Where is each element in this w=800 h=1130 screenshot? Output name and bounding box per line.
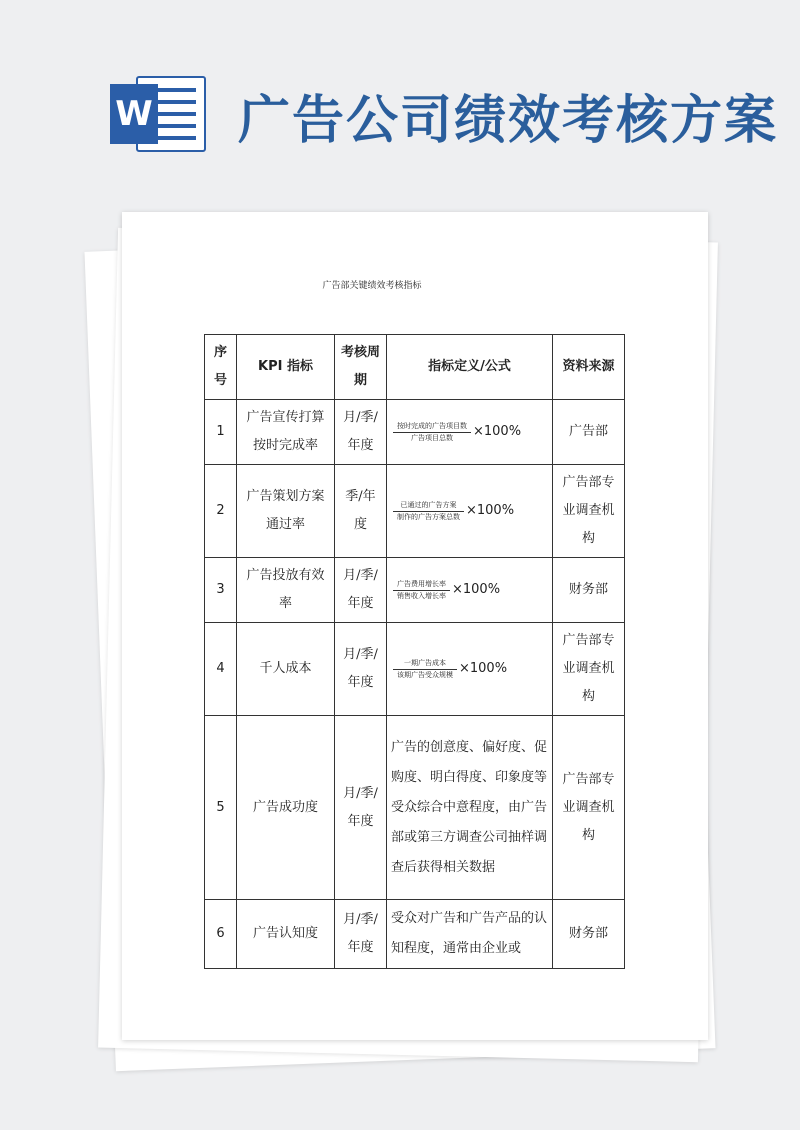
table-row [205,716,625,900]
row-cycle: 月/季/年度 [335,900,387,969]
row-seq: 2 [205,465,237,558]
row-source: 广告部专业调查机构 [553,623,625,716]
row-seq: 6 [205,900,237,969]
formula-denominator: 广告项目总数 [411,433,453,442]
formula-denominator: 该期广告受众规模 [397,670,453,679]
row-source: 财务部 [553,558,625,623]
header-definition: 指标定义/公式 [387,335,553,400]
table-row [205,623,625,716]
header-kpi: KPI 指标 [237,335,335,400]
row-formula [387,400,553,465]
row-cycle: 月/季/年度 [335,400,387,465]
banner-title: 广告公司绩效考核方案 [238,91,779,151]
table-row [205,900,625,969]
row-source: 广告部 [553,400,625,465]
header-cycle: 考核周期 [335,335,387,400]
row-source: 广告部专业调查机构 [553,716,625,900]
formula-percent: ×100% [466,503,515,518]
row-formula [387,558,553,623]
row-source: 广告部专业调查机构 [553,465,625,558]
formula-percent: ×100% [473,424,522,439]
row-cycle: 月/季/年度 [335,623,387,716]
document-title: 广告部关键绩效考核指标 [322,281,422,291]
row-cycle: 月/季/年度 [335,716,387,900]
row-source: 财务部 [553,900,625,969]
row-kpi: 广告宣传打算按时完成率 [237,400,335,465]
table-row [205,465,625,558]
formula-percent: ×100% [459,661,508,676]
header-source: 资料来源 [553,335,625,400]
row-definition: 受众对广告和广告产品的认知程度，通常由企业或 [387,900,553,969]
formula-numerator: 已通过的广告方案 [393,500,464,512]
document-page [122,212,708,1040]
row-definition: 广告的创意度、偏好度、促购度、明白得度、印象度等受众综合中意程度，由广告部或第三方调查公司抽样调查后获得相关数据 [387,716,553,900]
row-cycle: 季/年度 [335,465,387,558]
row-seq: 3 [205,558,237,623]
formula-percent: ×100% [452,582,501,597]
banner [0,0,800,200]
formula-numerator: 按时完成的广告项目数 [393,421,471,433]
row-formula [387,623,553,716]
table-header-row [205,335,625,400]
formula-numerator: 一期广告成本 [393,658,457,670]
table-row [205,400,625,465]
header-seq: 序号 [205,335,237,400]
formula-denominator: 制作的广告方案总数 [397,512,460,521]
row-seq: 5 [205,716,237,900]
row-kpi: 广告策划方案通过率 [237,465,335,558]
row-kpi: 千人成本 [237,623,335,716]
formula-numerator: 广告费用增长率 [393,579,450,591]
row-cycle: 月/季/年度 [335,558,387,623]
row-kpi: 广告成功度 [237,716,335,900]
formula-denominator: 销售收入增长率 [397,591,446,600]
table-row [205,558,625,623]
kpi-table [204,334,625,969]
row-seq: 1 [205,400,237,465]
row-kpi: 广告投放有效率 [237,558,335,623]
row-seq: 4 [205,623,237,716]
row-kpi: 广告认知度 [237,900,335,969]
word-icon: W [110,74,210,154]
row-formula [387,465,553,558]
